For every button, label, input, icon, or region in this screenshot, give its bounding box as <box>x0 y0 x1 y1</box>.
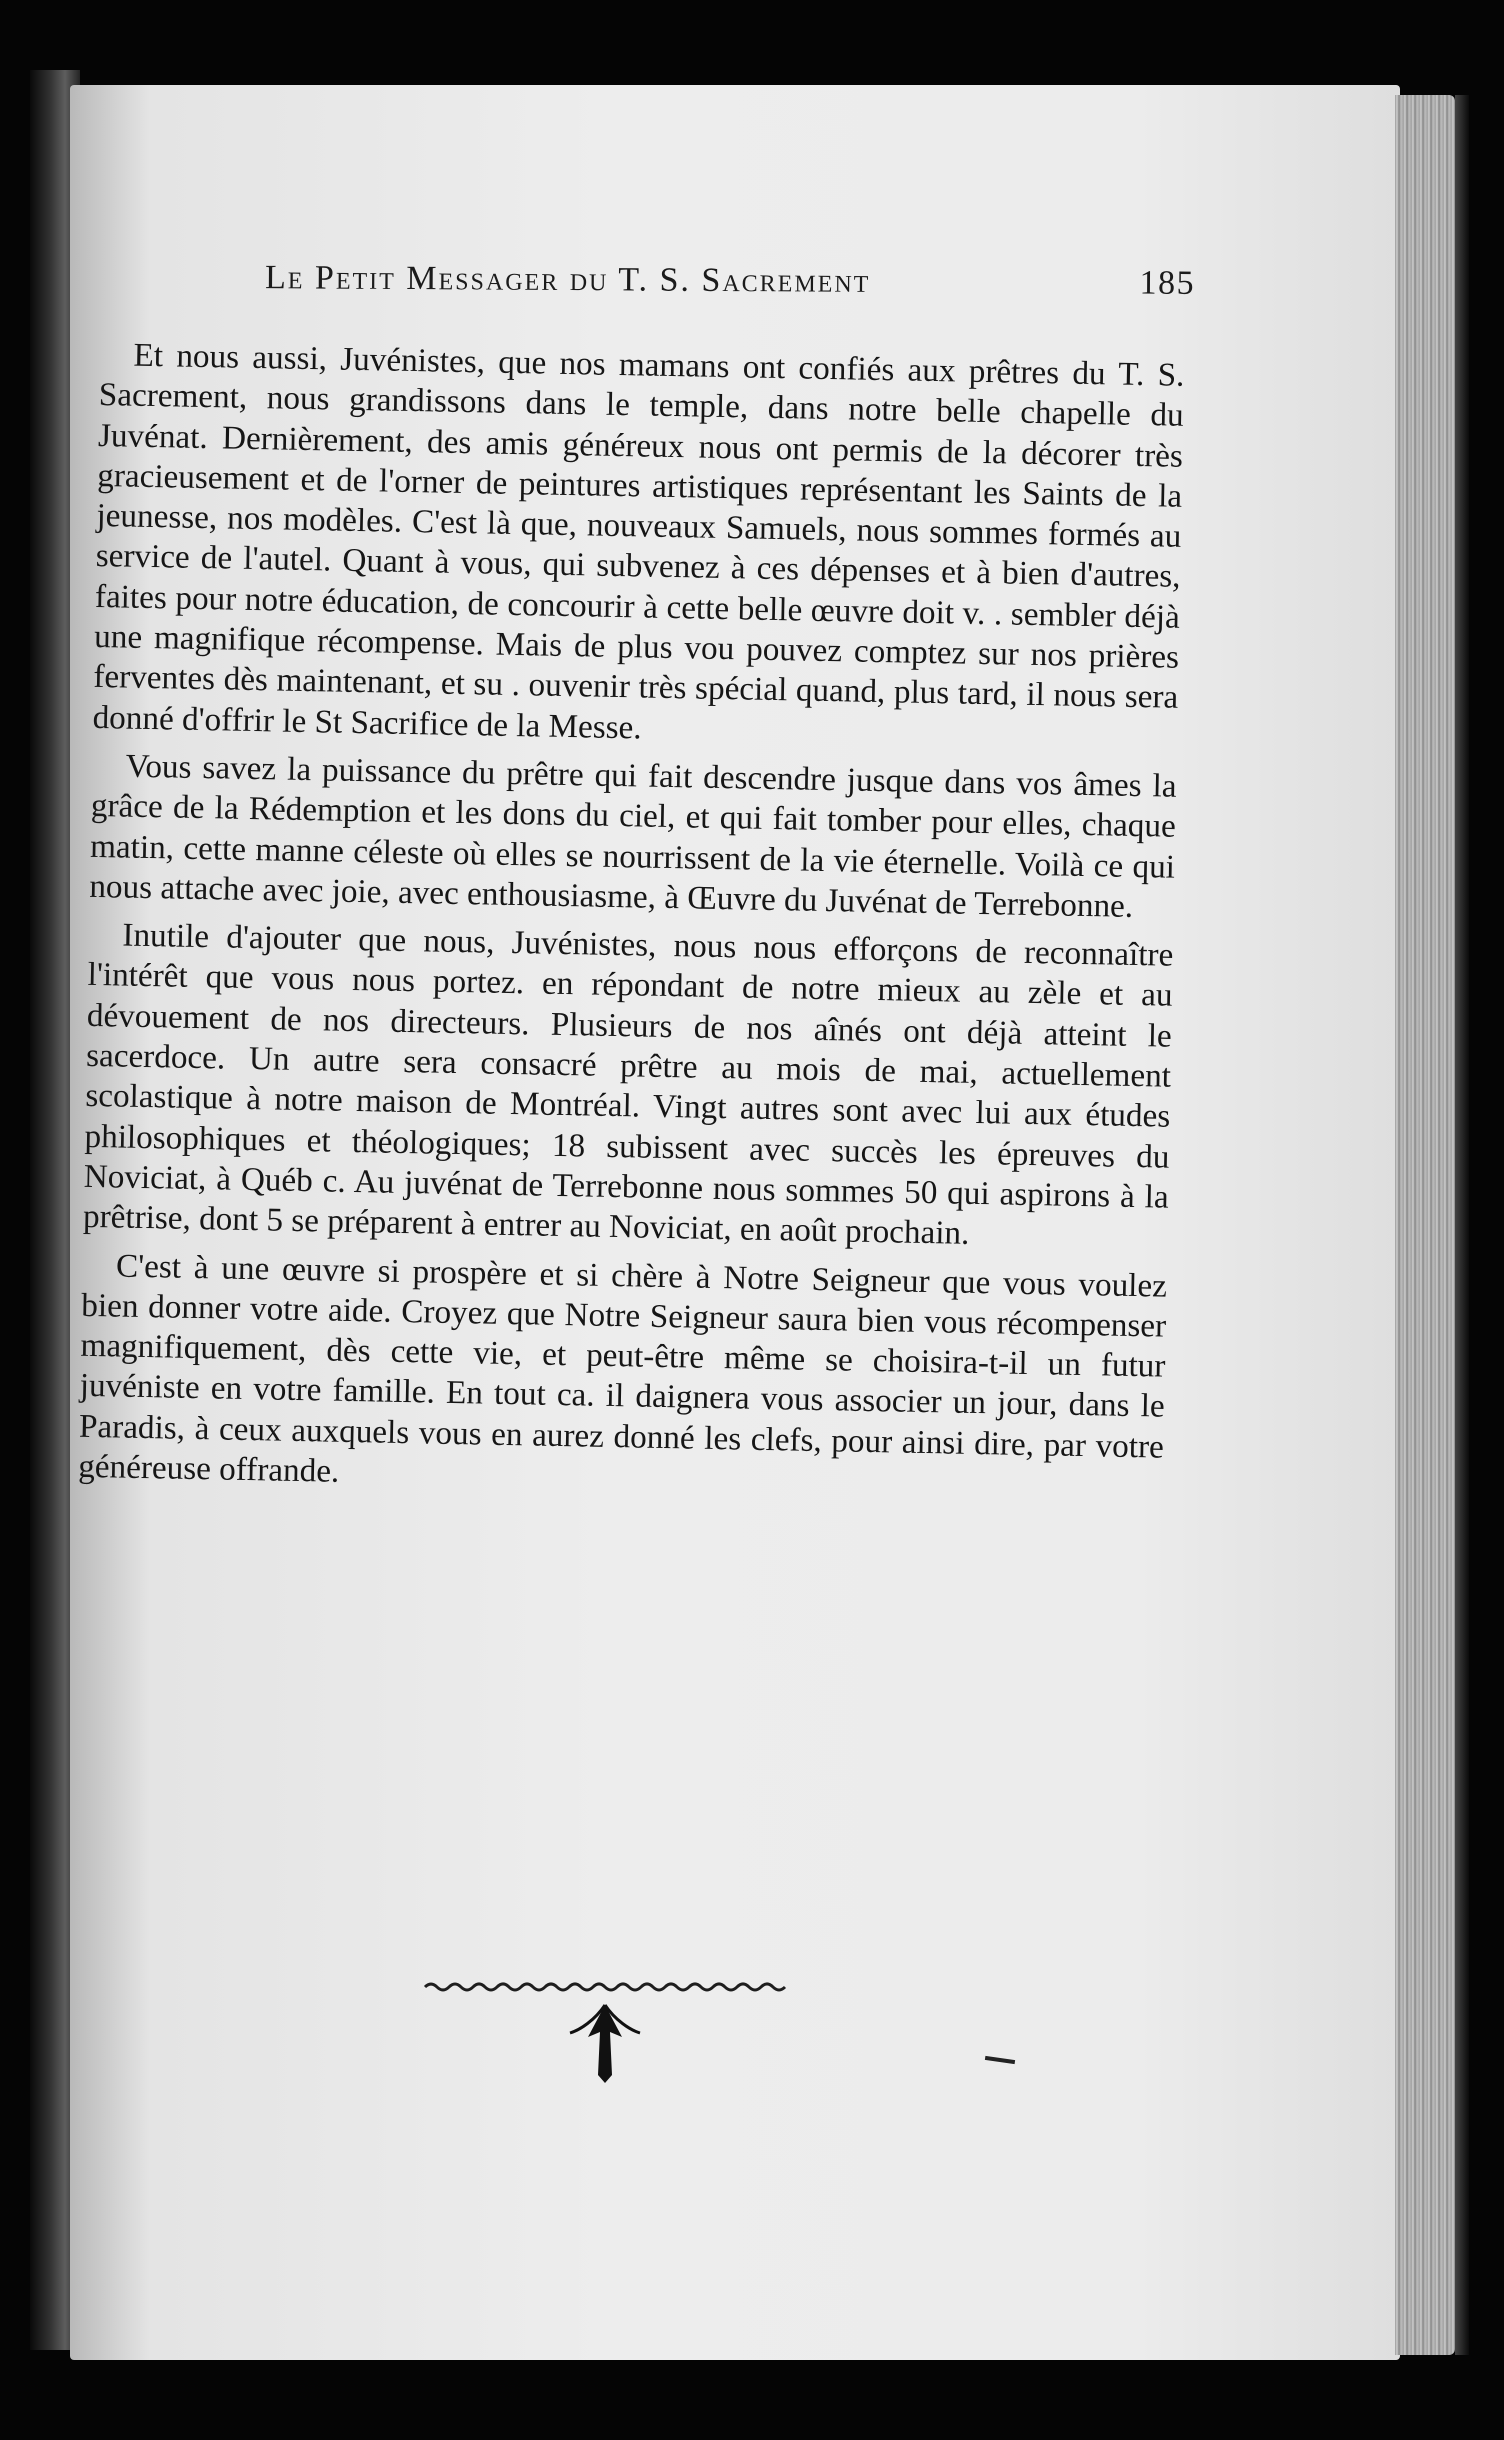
paragraph: Inutile d'ajouter que nous, Juvénistes, nous nous efforçons de reconnaître l'intérêt que vous nous portez. en répondant de notre mieux au zèle et au dévouement de nos directeurs. Plusieurs de nos aînés ont déjà atteint le sacerdoce. Un autre sera consacré prêtre au mois de mai, actuellement scolastique à notre maison de Montréal. Vingt autres sont avec lui aux études philosophiques et théologiques; 18 subissent avec succès les épreuves du Noviciat, à Québ c. Au juvénat de Terrebonne nous sommes 50 qui aspirons à la prêtrise, dont 5 se préparent à entrer au Noviciat, en août prochain. <box>82 916 1174 1253</box>
page-number: 185 <box>1139 264 1196 302</box>
page-stack-shadow <box>1455 95 1469 2355</box>
article-body <box>78 335 1185 1508</box>
paragraph: Et nous aussi, Juvénistes, que nos mamans ont confiés aux prêtres du T. S. Sacrement, nous grandissons dans le temple, dans notre belle chapelle du Juvénat. Dernièrement, des amis généreux nous ont permis de la décorer très gracieusement et de l'orner de peintures artistiques représentant les Saints de la jeunesse, nos modèles. C'est là que, nouveaux Samuels, nous sommes formés au service de l'autel. Quant à vous, qui subvenez à ces dépenses et à bien d'autres, faites pour notre éducation, de concourir à cette belle œuvre doit v. . sembler déjà une magnifique récompense. Mais de plus vou pouvez comptez sur nos prières ferventes dès maintenant, et su . ouvenir très spécial quand, plus tard, il nous sera donné d'offrir le St Sacrifice de la Messe. <box>92 336 1185 747</box>
running-head <box>265 259 1195 315</box>
page-stack-edge <box>1395 95 1455 2355</box>
fleuron-arrow <box>588 2005 622 2083</box>
running-title: Le Petit Messager du T. S. Sacrement <box>264 259 871 300</box>
paragraph: C'est à une œuvre si prospère et si chère à Notre Seigneur que vous voulez bien donner votre aide. Croyez que Notre Seigneur saura bien vous récompenser magnifiquement, dès cette vie, et peut-être même se choisira-t-il un futur juvéniste en votre famille. En tout ca. il daignera vous associer un jour, dans le Paradis, à ceux auxquels vous en aurez donné les clefs, pour ainsi dire, par votre généreuse offrande. <box>77 1247 1168 1490</box>
wavy-rule <box>425 1984 785 1990</box>
end-ornament <box>420 1975 790 2085</box>
paragraph: Vous savez la puissance du prêtre qui fait descendre jusque dans vos âmes la grâce de la Rédemption et les dons du ciel, et qui fait tomber pour elles, chaque matin, cette manne céleste où elles se nourrissent de la vie éternelle. Voilà ce qui nous attache avec joie, avec enthousiasme, à Œuvre du Juvénat de Terrebonne. <box>89 747 1177 925</box>
